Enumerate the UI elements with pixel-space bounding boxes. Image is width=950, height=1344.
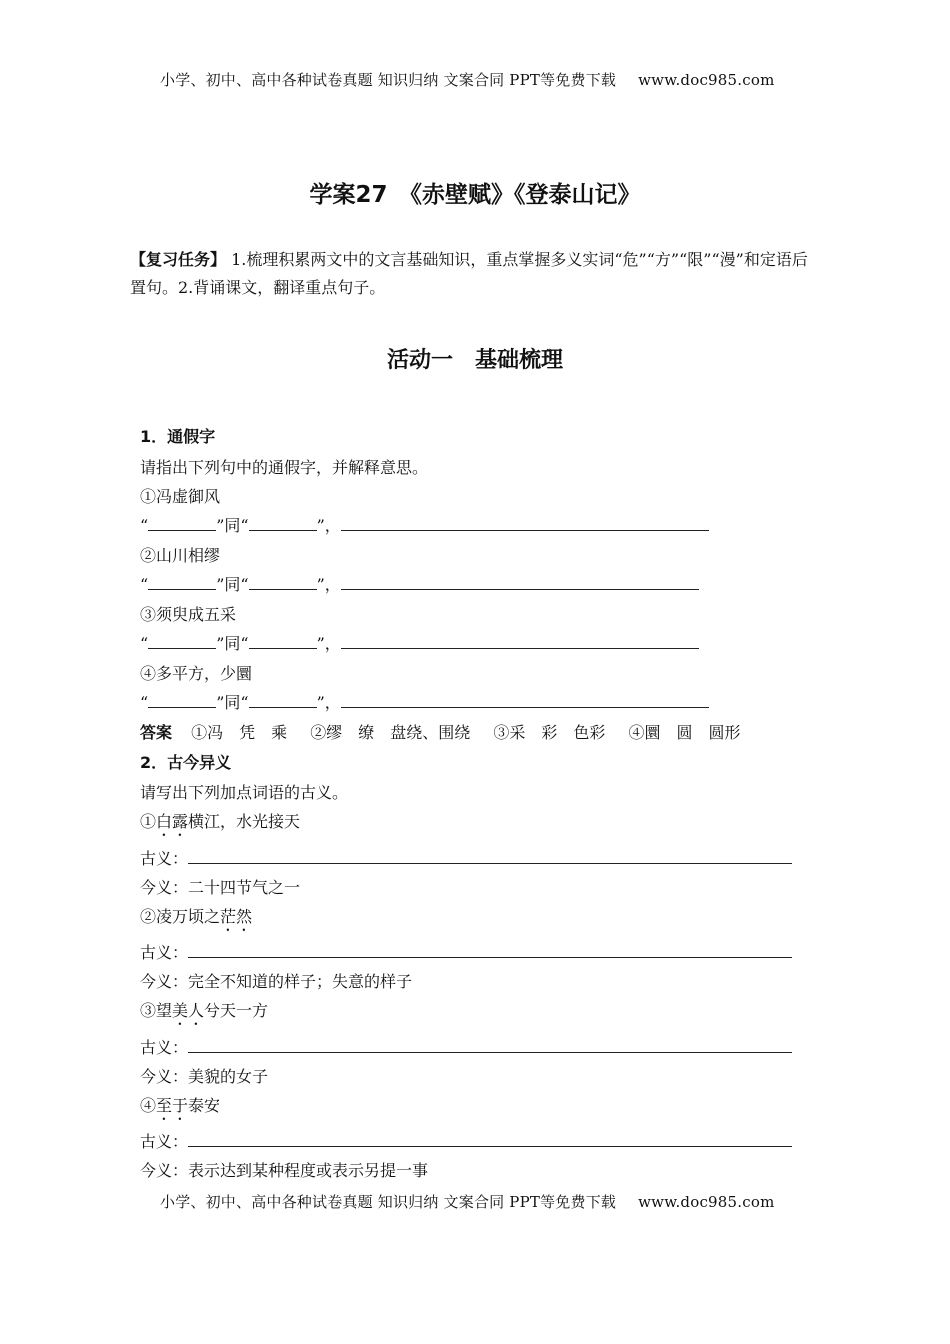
review-task-text: 1.梳理积累两文中的文言基础知识，重点掌握多义实词“危”“方”“限”“漫”和定语后置句。2.背诵课文，翻译重点句子。 — [130, 250, 808, 297]
page-header — [160, 69, 775, 90]
answer-item: ②缪 缭 盘绕、围绕 — [310, 723, 471, 742]
blank-meaning[interactable] — [341, 634, 699, 649]
guyi-sentence-3: ③望美人兮天一方 — [140, 1001, 269, 1020]
guyi-answer-row-1: 古义： — [140, 846, 792, 869]
blank-standard-char[interactable] — [249, 575, 317, 590]
section2-heading: 2．古今异义 — [140, 753, 232, 772]
tongjia-sentence-1: ①冯虚御风 — [140, 487, 221, 506]
blank-original-char[interactable] — [148, 693, 216, 708]
blank-original-char[interactable] — [148, 516, 216, 531]
page-title: 学案27 《赤壁赋》《登泰山记》 — [309, 182, 641, 208]
tongjia-sentence-2: ②山川相缪 — [140, 546, 221, 565]
answer-item: ④圜 圆 圆形 — [628, 723, 741, 742]
section1-instruction: 请指出下列句中的通假字，并解释意思。 — [140, 458, 429, 477]
blank-standard-char[interactable] — [249, 516, 317, 531]
jinyi-2: 今义：完全不知道的样子；失意的样子 — [140, 972, 413, 991]
blank-meaning[interactable] — [341, 693, 709, 708]
blank-standard-char[interactable] — [249, 634, 317, 649]
dotted-word: 美人 — [172, 1001, 205, 1020]
blank-meaning[interactable] — [341, 575, 699, 590]
tongjia-sentence-3: ③须臾成五采 — [140, 605, 237, 624]
jinyi-3: 今义：美貌的女子 — [140, 1067, 269, 1086]
tongjia-answer-row-3: “ ”同“ ”， — [140, 631, 699, 654]
dotted-word: 茫然 — [220, 907, 253, 926]
answer-label: 答案 — [140, 723, 173, 742]
answer-item: ①冯 凭 乘 — [191, 723, 288, 742]
tongjia-sentence-4: ④多平方，少圜 — [140, 664, 253, 683]
blank-meaning[interactable] — [341, 516, 709, 531]
answer-item: ③采 彩 色彩 — [493, 723, 606, 742]
blank-ancient-meaning[interactable] — [188, 1132, 792, 1147]
guyi-sentence-1: ①白露横江，水光接天 — [140, 812, 301, 831]
activity-title: 活动一 基础梳理 — [386, 348, 563, 373]
blank-ancient-meaning[interactable] — [188, 849, 792, 864]
jinyi-4: 今义：表示达到某种程度或表示另提一事 — [140, 1161, 429, 1180]
blank-ancient-meaning[interactable] — [188, 1038, 792, 1053]
guyi-answer-row-2: 古义： — [140, 940, 792, 963]
section2-instruction: 请写出下列加点词语的古义。 — [140, 783, 349, 802]
tongjia-answer-row-1: “ ”同“ ”， — [140, 513, 709, 536]
review-task-label: 【复习任务】 — [130, 250, 227, 269]
blank-original-char[interactable] — [148, 634, 216, 649]
review-task — [130, 246, 820, 302]
guyi-answer-row-3: 古义： — [140, 1035, 792, 1058]
header-text: 小学、初中、高中各种试卷真题 知识归纳 文案合同 PPT等免费下载 — [160, 71, 617, 89]
dotted-word: 至于 — [156, 1096, 189, 1115]
guyi-sentence-2: ②凌万顷之茫然 — [140, 907, 253, 926]
footer-url[interactable]: www.doc985.com — [638, 1193, 775, 1211]
blank-standard-char[interactable] — [249, 693, 317, 708]
dotted-word: 白露 — [156, 812, 189, 831]
section1-heading: 1．通假字 — [140, 427, 216, 446]
tongjia-answer-row-2: “ ”同“ ”， — [140, 572, 699, 595]
guyi-sentence-4: ④至于泰安 — [140, 1096, 221, 1115]
blank-ancient-meaning[interactable] — [188, 943, 792, 958]
blank-original-char[interactable] — [148, 575, 216, 590]
guyi-answer-row-4: 古义： — [140, 1129, 792, 1152]
tongjia-answer-row-4: “ ”同“ ”， — [140, 690, 709, 713]
page-footer — [160, 1191, 775, 1212]
tongjia-answer — [140, 720, 758, 743]
footer-text: 小学、初中、高中各种试卷真题 知识归纳 文案合同 PPT等免费下载 — [160, 1193, 617, 1211]
header-url[interactable]: www.doc985.com — [638, 71, 775, 89]
jinyi-1: 今义：二十四节气之一 — [140, 878, 301, 897]
